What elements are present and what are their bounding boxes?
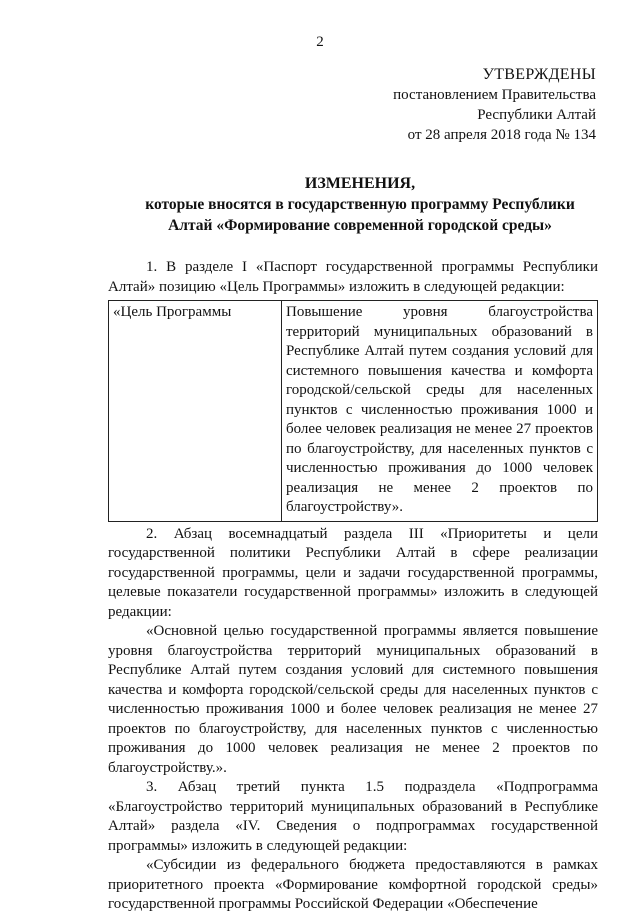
paragraph-1: 1. В разделе I «Паспорт государственной программы Республики Алтай» позицию «Цель Программы» изложить в следующей редакции: <box>108 259 598 295</box>
paragraph-3: «Основной целью государственной программы является повышение уровня благоустройства территорий муниципальных образований в Республике Алтай путем создания условий для системного повышения качества и комфорта городской/сельской среды для населенных пунктов с численностью проживания 1000 и более человек реализация не менее 27 проектов по благоустройству, для населенных пунктов с численностью проживания до 1000 человек реализация не менее 2 проектов по благоустройству.». <box>108 623 598 776</box>
approval-line: Республики Алтай <box>477 107 596 123</box>
table-row <box>109 301 598 522</box>
page-number: 2 <box>316 34 324 50</box>
paragraph-2: 2. Абзац восемнадцатый раздела III «Приоритеты и цели государственной политики Республики Алтай в сфере реализации государственной программы, цели и задачи государственной программы, целевые показатели государственной программы» изложить в следующей редакции: <box>108 525 598 620</box>
approval-date-line: от 28 апреля 2018 года № 134 <box>407 127 596 143</box>
approval-block <box>376 65 596 145</box>
title-heading: ИЗМЕНЕНИЯ, <box>304 175 416 192</box>
table-text-cell: Повышение уровня благоустройства территорий муниципальных образований в Республике Алтай путем создания условий для системного повышения качества и комфорта городской/сельской среды для населенных пунктов с численностью проживания 1000 и более человек реализация не менее 27 проектов по благоустройству, для населенных пунктов с численностью проживания до 1000 человек реализация не менее 2 проектов по благоустройству». <box>282 301 598 522</box>
title-line: которые вносятся в государственную программу Республики <box>145 196 575 213</box>
program-goal-table <box>108 300 598 522</box>
title-line: Алтай «Формирование современной городской среды» <box>168 217 552 234</box>
document-body <box>108 258 598 915</box>
paragraph-4: 3. Абзац третий пункта 1.5 подраздела «Подпрограмма «Благоустройство территорий муниципальных образований в Республике Алтай» раздела «IV. Сведения о подпрограммах государственной программы» изложить в следующей редакции: <box>108 779 598 854</box>
table-label-cell: «Цель Программы <box>109 301 282 522</box>
approval-heading: УТВЕРЖДЕНЫ <box>482 66 596 83</box>
approval-line: постановлением Правительства <box>393 87 596 103</box>
paragraph-5: «Субсидии из федерального бюджета предоставляются в рамках приоритетного проекта «Формирование комфортной городской среды» государственной программы Российской Федерации «Обеспечение <box>108 857 598 912</box>
document-title <box>110 173 610 236</box>
